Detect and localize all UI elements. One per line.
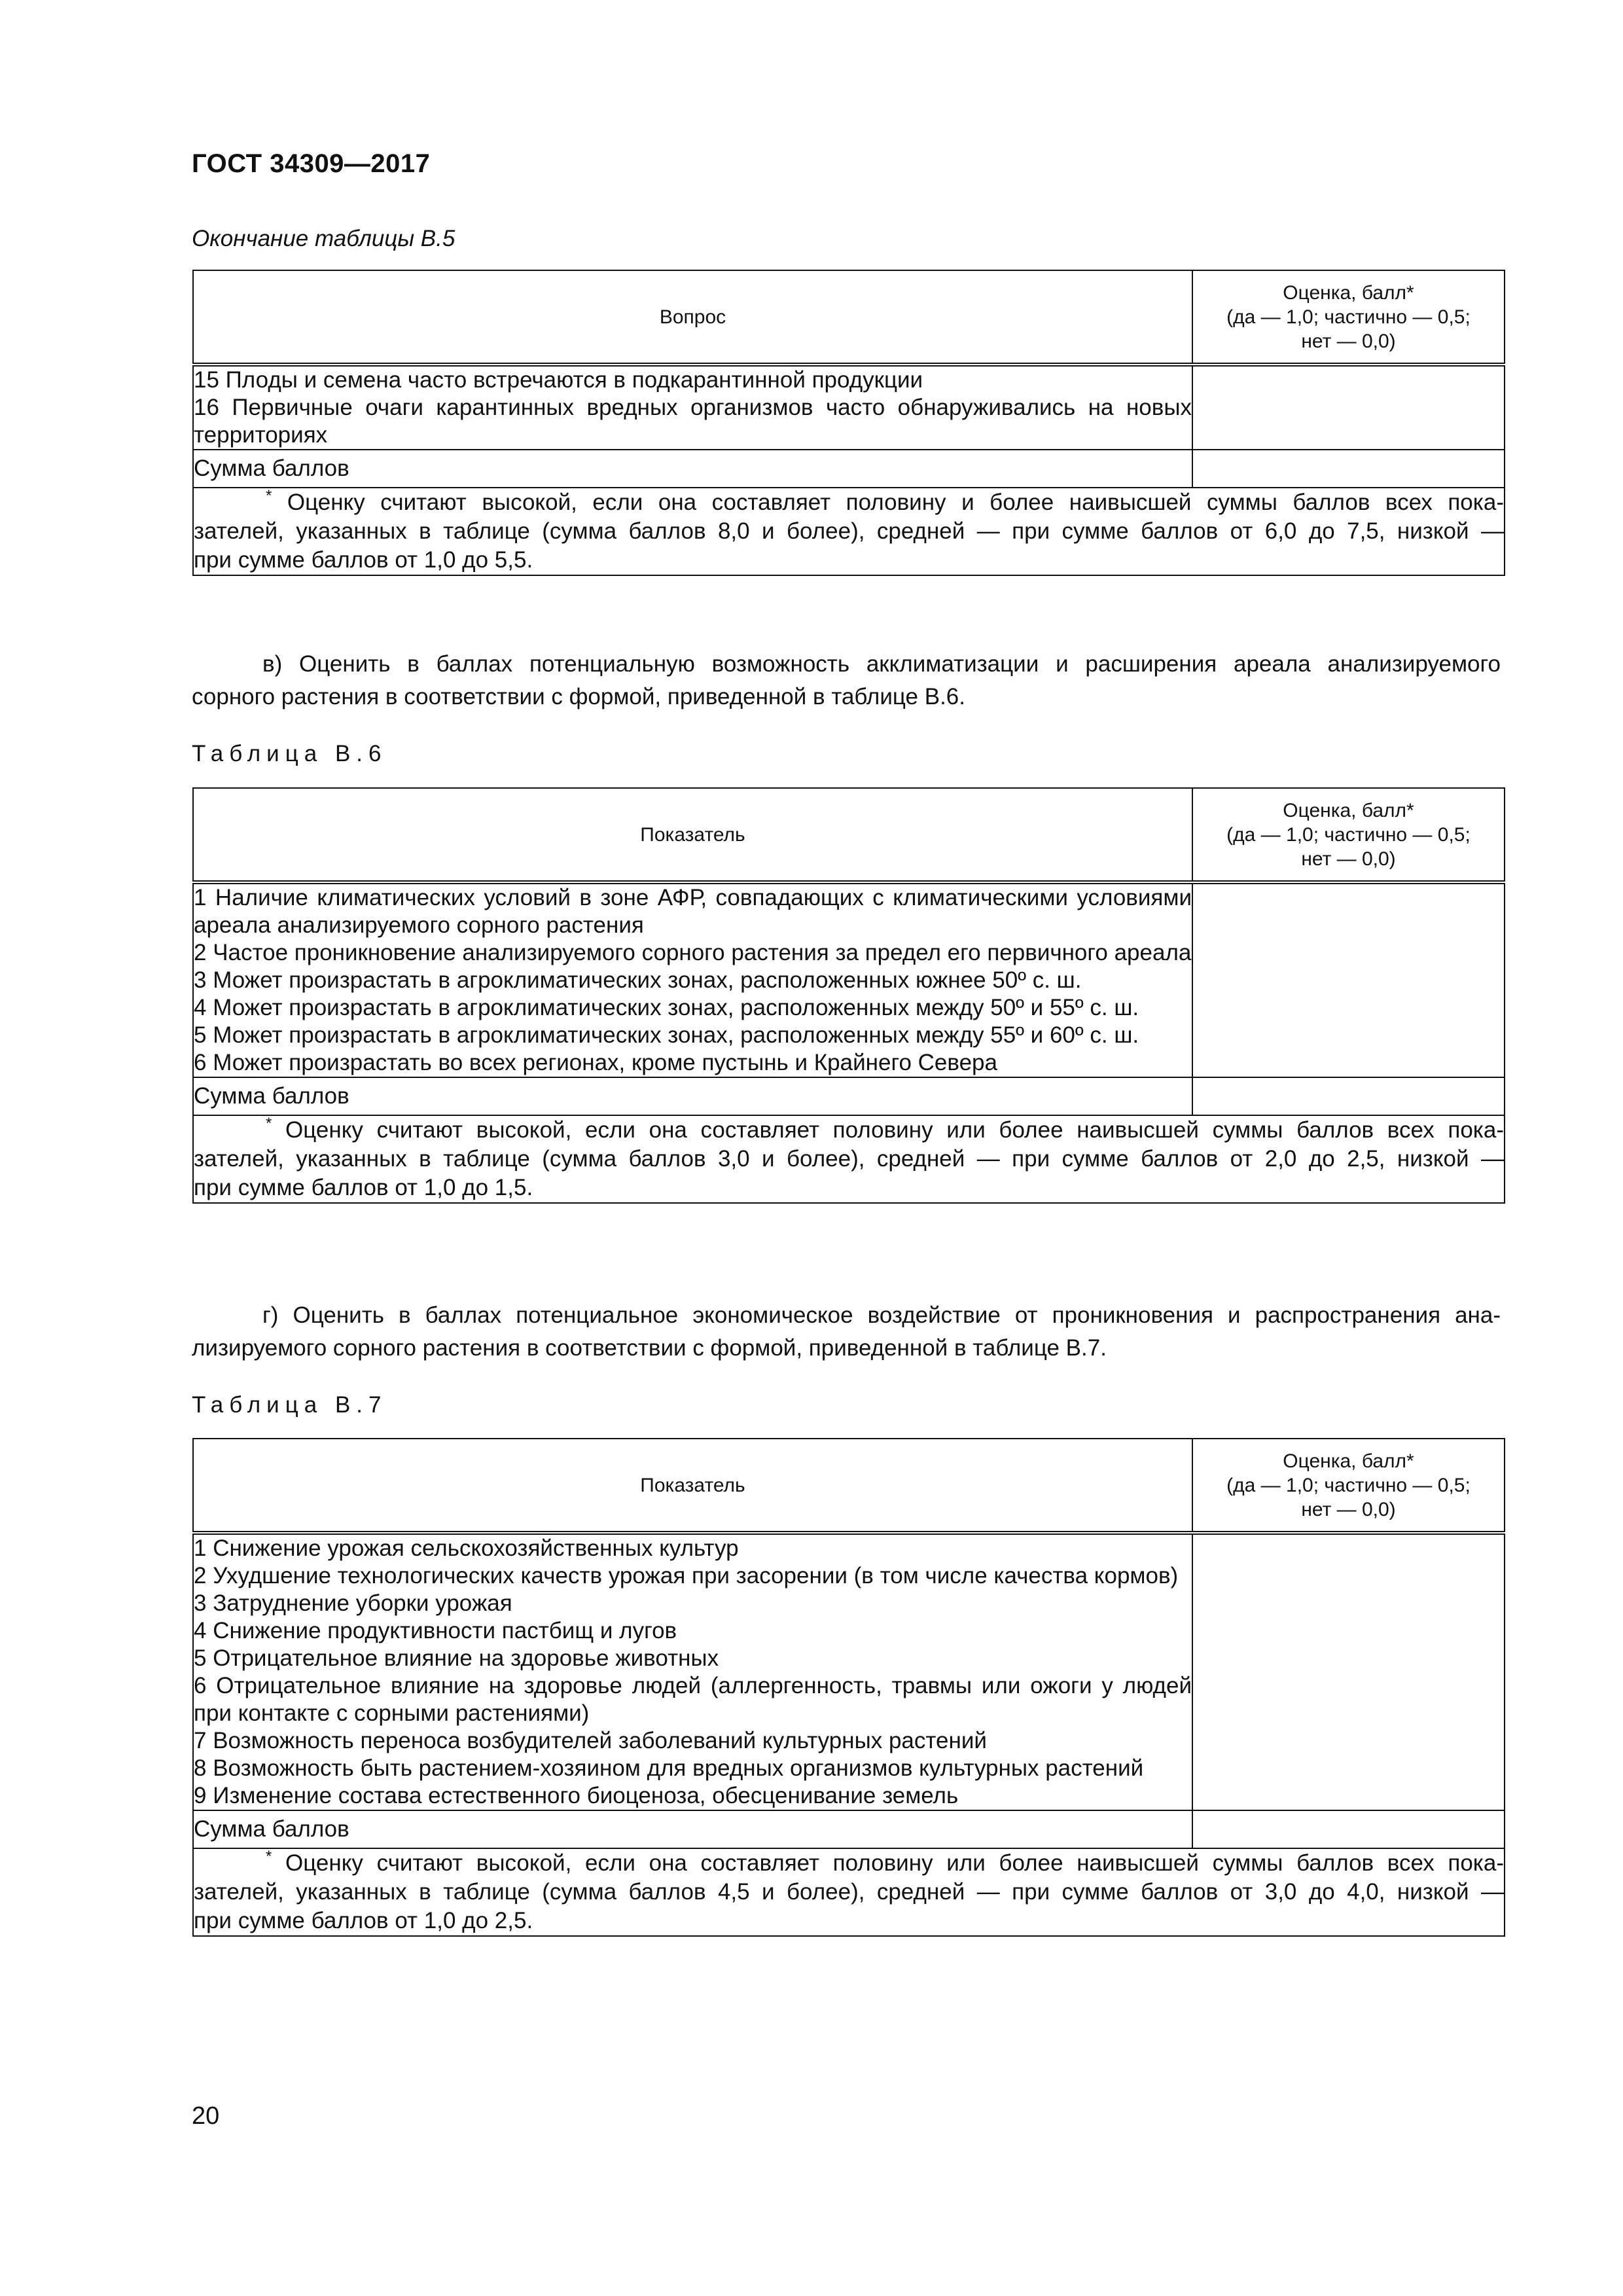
list-item: 8 Возможность быть растением-хозяином для вредных организмов культурных растений: [194, 1755, 1144, 1781]
column-header-score: Оценка, балл* (да — 1,0; частично — 0,5; нет — 0,0): [1192, 788, 1505, 882]
list-item: 16 Первичные очаги карантинных вредных организмов часто обнаруживались на новых территориях: [194, 395, 1192, 448]
sum-label: Сумма баллов: [193, 1810, 1192, 1848]
table-b6-caption: Таблица В.6: [192, 741, 387, 766]
table-footnote: * Оценку считают высокой, если она составляет половину и более наивысшей суммы баллов всех пока- зателей, указанных в таблице (сумма баллов 8,0 и более), средней — при сумме баллов от 6,0 до 7,5, низкой — при сумме баллов от 1,0 до 5,5.: [193, 488, 1505, 575]
question-list: [193, 365, 1192, 450]
paragraph-g: г) Оценить в баллах потенциальное экономическое воздействие от проникновения и распространения ана- лизируемого сорного растения в соответствии с формой, приведенной в таблице В.7.: [192, 1302, 1501, 1361]
table-footnote: * Оценку считают высокой, если она составляет половину или более наивысшей суммы баллов всех пока- зателей, указанных в таблице (сумма баллов 4,5 и более), средней — при сумме баллов от 3,0 до 4,0, низкой — при сумме баллов от 1,0 до 2,5.: [193, 1848, 1505, 1936]
list-item: 6 Отрицательное влияние на здоровье людей (аллергенность, травмы или ожоги у людей при контакте с сорными растениями): [194, 1673, 1192, 1726]
list-item: 1 Наличие климатических условий в зоне АФР, совпадающих с климатическими условиями ареала анализируемого сорного растения: [194, 885, 1192, 938]
list-item: 2 Частое проникновение анализируемого сорного растения за предел его первичного ареала: [194, 940, 1192, 965]
sum-value-cell: [1192, 1810, 1505, 1848]
column-header-indicator: Показатель: [193, 1439, 1192, 1533]
sum-label: Сумма баллов: [193, 1077, 1192, 1115]
list-item: 5 Отрицательное влияние на здоровье животных: [194, 1645, 719, 1671]
table-b7: [192, 1438, 1505, 1937]
list-item: 7 Возможность переноса возбудителей заболеваний культурных растений: [194, 1728, 987, 1753]
column-header-score: Оценка, балл* (да — 1,0; частично — 0,5; нет — 0,0): [1192, 270, 1505, 365]
footnote-mark: *: [266, 1848, 272, 1865]
document-header: ГОСТ 34309—2017: [192, 149, 431, 178]
table-b5-caption: Окончание таблицы В.5: [192, 226, 455, 251]
score-cell: [1192, 882, 1505, 1077]
column-header-question: Вопрос: [193, 270, 1192, 365]
footnote-mark: *: [266, 1115, 272, 1132]
sum-value-cell: [1192, 450, 1505, 488]
page-number: 20: [192, 2102, 220, 2130]
list-item: 5 Может произрастать в агроклиматических зонах, расположенных между 55º и 60º с. ш.: [194, 1022, 1139, 1048]
sum-label: Сумма баллов: [193, 450, 1192, 488]
column-header-indicator: Показатель: [193, 788, 1192, 882]
sum-value-cell: [1192, 1077, 1505, 1115]
score-cell: [1192, 365, 1505, 450]
indicator-list: [193, 882, 1192, 1077]
indicator-list: [193, 1533, 1192, 1810]
list-item: 3 Затруднение уборки урожая: [194, 1590, 512, 1616]
table-b6: [192, 787, 1505, 1204]
table-b7-caption: Таблица В.7: [192, 1392, 387, 1418]
paragraph-v: в) Оценить в баллах потенциальную возможность акклиматизации и расширения ареала анализируемого сорного растения в соответствии с формой, приведенной в таблице В.6.: [192, 651, 1501, 709]
list-item: 1 Снижение урожая сельскохозяйственных культур: [194, 1535, 739, 1561]
score-cell: [1192, 1533, 1505, 1810]
footnote-mark: *: [266, 487, 272, 505]
list-item: 9 Изменение состава естественного биоценоза, обесценивание земель: [194, 1783, 959, 1808]
list-item: 15 Плоды и семена часто встречаются в подкарантинной продукции: [194, 367, 923, 393]
table-footnote: * Оценку считают высокой, если она составляет половину или более наивысшей суммы баллов всех пока- зателей, указанных в таблице (сумма баллов 3,0 и более), средней — при сумме баллов от 2,0 до 2,5, низкой — при сумме баллов от 1,0 до 1,5.: [193, 1115, 1505, 1203]
column-header-score: Оценка, балл* (да — 1,0; частично — 0,5; нет — 0,0): [1192, 1439, 1505, 1533]
list-item: 2 Ухудшение технологических качеств урожая при засорении (в том числе качества кормов): [194, 1563, 1179, 1588]
list-item: 6 Может произрастать во всех регионах, кроме пустынь и Крайнего Севера: [194, 1050, 997, 1075]
list-item: 4 Может произрастать в агроклиматических зонах, расположенных между 50º и 55º с. ш.: [194, 995, 1139, 1020]
list-item: 3 Может произрастать в агроклиматических зонах, расположенных южнее 50º с. ш.: [194, 967, 1082, 993]
table-b5: [192, 270, 1505, 576]
list-item: 4 Снижение продуктивности пастбищ и лугов: [194, 1618, 677, 1643]
